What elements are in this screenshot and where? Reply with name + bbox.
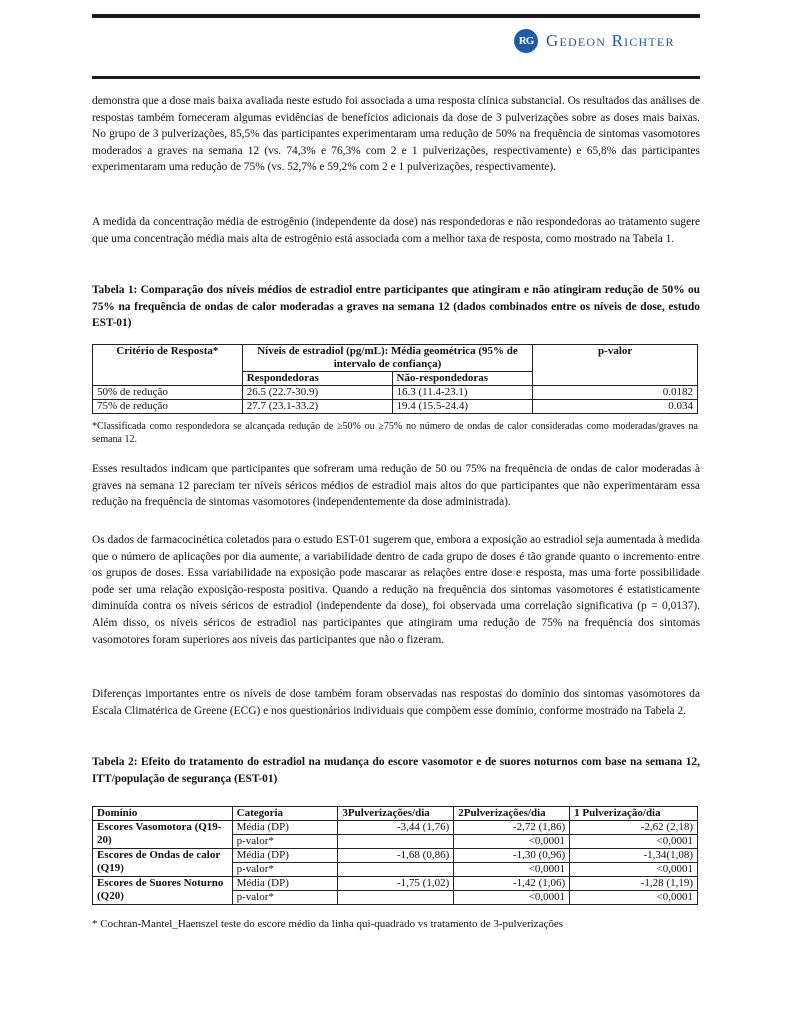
table2-header-categoria: Categoria xyxy=(232,807,338,821)
table2-footnote: * Cochran-Mantel_Haenszel teste do escore médio da linha qui-quadrado vs tratamento de 3-pulverizações xyxy=(92,918,563,930)
table1-cell-criterio: 75% de redução xyxy=(93,400,243,414)
table2-cell-3pulv: -1,75 (1,02) xyxy=(338,877,454,891)
table1-header-pvalor: p-valor xyxy=(533,345,698,386)
table1-cell-pvalor: 0.034 xyxy=(533,400,698,414)
table1-cell-nao-respondedoras: 16.3 (11.4-23.1) xyxy=(392,386,533,400)
table2-caption: Tabela 2: Efeito do tratamento do estradiol na mudança do escore vasomotor e de suores noturnos com base na semana 12, ITT/população de segurança (EST-01) xyxy=(92,756,700,785)
table2-cell-2pulv: -1,42 (1,06) xyxy=(454,877,570,891)
table2-cell-categoria: Média (DP) xyxy=(232,849,338,863)
table1-cell-pvalor: 0.0182 xyxy=(533,386,698,400)
body-paragraph-1: demonstra que a dose mais baixa avaliada neste estudo foi associada a uma resposta clínica substancial. Os resultados das análises de respostas também forneceram algumas evidências de benefícios adicionais da dose de 3 pulverizações sobre as doses mais baixas. No grupo de 3 pulverizações, 85,5% das participantes experimentaram uma redução de 50% na frequência de sintomas vasomotores moderados a graves na semana 12 (vs. 74,3% e 76,3% com 2 e 1 pulverizações, respectivamente) e 65,8% das participantes experimentaram uma redução de 75% (vs. 52,7% e 59,2% com 2 e 1 pulverizações, respectivamente). xyxy=(92,95,700,174)
table2-cell-1pulv: <0,0001 xyxy=(570,863,698,877)
table2-cell-3pulv: -3,44 (1,76) xyxy=(338,821,454,835)
table2-cell-3pulv xyxy=(338,863,454,877)
table2-cell-dominio: Escores de Suores Noturno (Q20) xyxy=(93,877,233,905)
table1-cell-nao-respondedoras: 19.4 (15.5-24.4) xyxy=(392,400,533,414)
table2-header-3pulv: 3Pulverizações/dia xyxy=(338,807,454,821)
table2-header-dominio: Domínio xyxy=(93,807,233,821)
table2-cell-2pulv: <0,0001 xyxy=(454,863,570,877)
table2-cell-2pulv: <0,0001 xyxy=(454,891,570,905)
table2-cell-categoria: Média (DP) xyxy=(232,877,338,891)
body-paragraph-2: A medida da concentração média de estrogênio (independente da dose) nas respondedoras e não respondedoras ao tratamento sugere que uma concentração média mais alta de estrogênio está associada com a melhor taxa de resposta, como mostrado na Tabela 1. xyxy=(92,216,700,245)
table1-caption: Tabela 1: Comparação dos níveis médios de estradiol entre participantes que atingiram e não atingiram redução de 50% ou 75% na frequência de ondas de calor moderadas a graves na semana 12 (dados combinados entre os níveis de dose, estudo EST-01) xyxy=(92,284,700,330)
table2-cell-3pulv xyxy=(338,835,454,849)
table2-cell-1pulv: -1,28 (1,19) xyxy=(570,877,698,891)
table1-footnote: *Classificada como respondedora se alcançada redução de ≥50% ou ≥75% no número de ondas de calor consideradas como moderadas/graves na semana 12. xyxy=(92,421,698,445)
table2-cell-2pulv: -1,30 (0,96) xyxy=(454,849,570,863)
table2-cell-1pulv: -1,34(1,08) xyxy=(570,849,698,863)
table2-cell-3pulv: -1,68 (0,86) xyxy=(338,849,454,863)
logo-emblem-icon: RG xyxy=(514,29,538,53)
table2-cell-3pulv xyxy=(338,891,454,905)
table2-cell-categoria: p-valor* xyxy=(232,863,338,877)
table2-header-1pulv: 1 Pulverização/dia xyxy=(570,807,698,821)
table-row xyxy=(93,877,698,891)
body-paragraph-3: Esses resultados indicam que participantes que sofreram uma redução de 50 ou 75% na frequência de ondas de calor moderadas à graves na semana 12 pareciam ter níveis séricos médios de estradiol mais altos do que participantes que não experimentaram essa redução na frequência de sintomas vasomotores (independentemente da dose administrada). xyxy=(92,463,700,509)
table2-cell-dominio: Escores de Ondas de calor (Q19) xyxy=(93,849,233,877)
table1-cell-criterio: 50% de redução xyxy=(93,386,243,400)
table-row xyxy=(93,386,698,400)
table2-cell-1pulv: <0,0001 xyxy=(570,891,698,905)
table1-header-criterio: Critério de Resposta* xyxy=(93,345,243,386)
table1-header-respondedoras: Respondedoras xyxy=(242,372,392,386)
body-paragraph-4: Os dados de farmacocinética coletados para o estudo EST-01 sugerem que, embora a exposição ao estradiol seja aumentada à medida que o número de aplicações por dia aumente, a variabilidade dentro de cada grupo de doses é tão grande quanto o incremento entre os grupos de doses. Essa variabilidade na exposição pode mascarar as relações entre dose e resposta, mas uma forte possibilidade pode ser uma relação exposição-resposta positiva. Quando a redução na frequência dos sintomas vasomotores é estatisticamente diminuída contra os níveis séricos de estradiol (independente da dose), foi observada uma correlação significativa (p = 0,0137). Além disso, os níveis séricos de estradiol nas participantes que atingiram uma redução de 75% na frequência dos sintomas vasomotores foram superiores aos níveis das participantes que não o fizeram. xyxy=(92,534,700,646)
company-logo xyxy=(514,28,675,54)
table1-cell-respondedoras: 26.5 (22.7-30.9) xyxy=(242,386,392,400)
table2-cell-dominio: Escores Vasomotora (Q19-20) xyxy=(93,821,233,849)
table2-cell-1pulv: <0,0001 xyxy=(570,835,698,849)
table2-cell-2pulv: <0,0001 xyxy=(454,835,570,849)
table2-cell-2pulv: -2,72 (1,86) xyxy=(454,821,570,835)
table-row xyxy=(93,849,698,863)
table1 xyxy=(92,344,698,414)
table2-cell-categoria: p-valor* xyxy=(232,891,338,905)
header-top-bar xyxy=(92,14,700,18)
header-divider xyxy=(92,76,700,79)
table2-cell-1pulv: -2,62 (2,18) xyxy=(570,821,698,835)
logo-text: Gedeon Richter xyxy=(546,31,675,50)
table1-header-nao-respondedoras: Não-respondedoras xyxy=(392,372,533,386)
table2 xyxy=(92,806,698,905)
table1-header-row xyxy=(93,345,698,372)
table2-cell-categoria: p-valor* xyxy=(232,835,338,849)
body-paragraph-5: Diferenças importantes entre os níveis de dose também foram observadas nas respostas do domínio dos sintomas vasomotores da Escala Climatérica de Greene (ECG) e nos questionários individuais que compõem esse domínio, conforme mostrado na Tabela 2. xyxy=(92,688,700,717)
table-row xyxy=(93,400,698,414)
table2-header-row xyxy=(93,807,698,821)
table2-header-2pulv: 2Pulverizações/dia xyxy=(454,807,570,821)
table1-cell-respondedoras: 27.7 (23.1-33.2) xyxy=(242,400,392,414)
table1-header-niveis: Níveis de estradiol (pg/mL): Média geométrica (95% de intervalo de confiança) xyxy=(242,345,533,372)
table-row xyxy=(93,821,698,835)
table2-cell-categoria: Média (DP) xyxy=(232,821,338,835)
